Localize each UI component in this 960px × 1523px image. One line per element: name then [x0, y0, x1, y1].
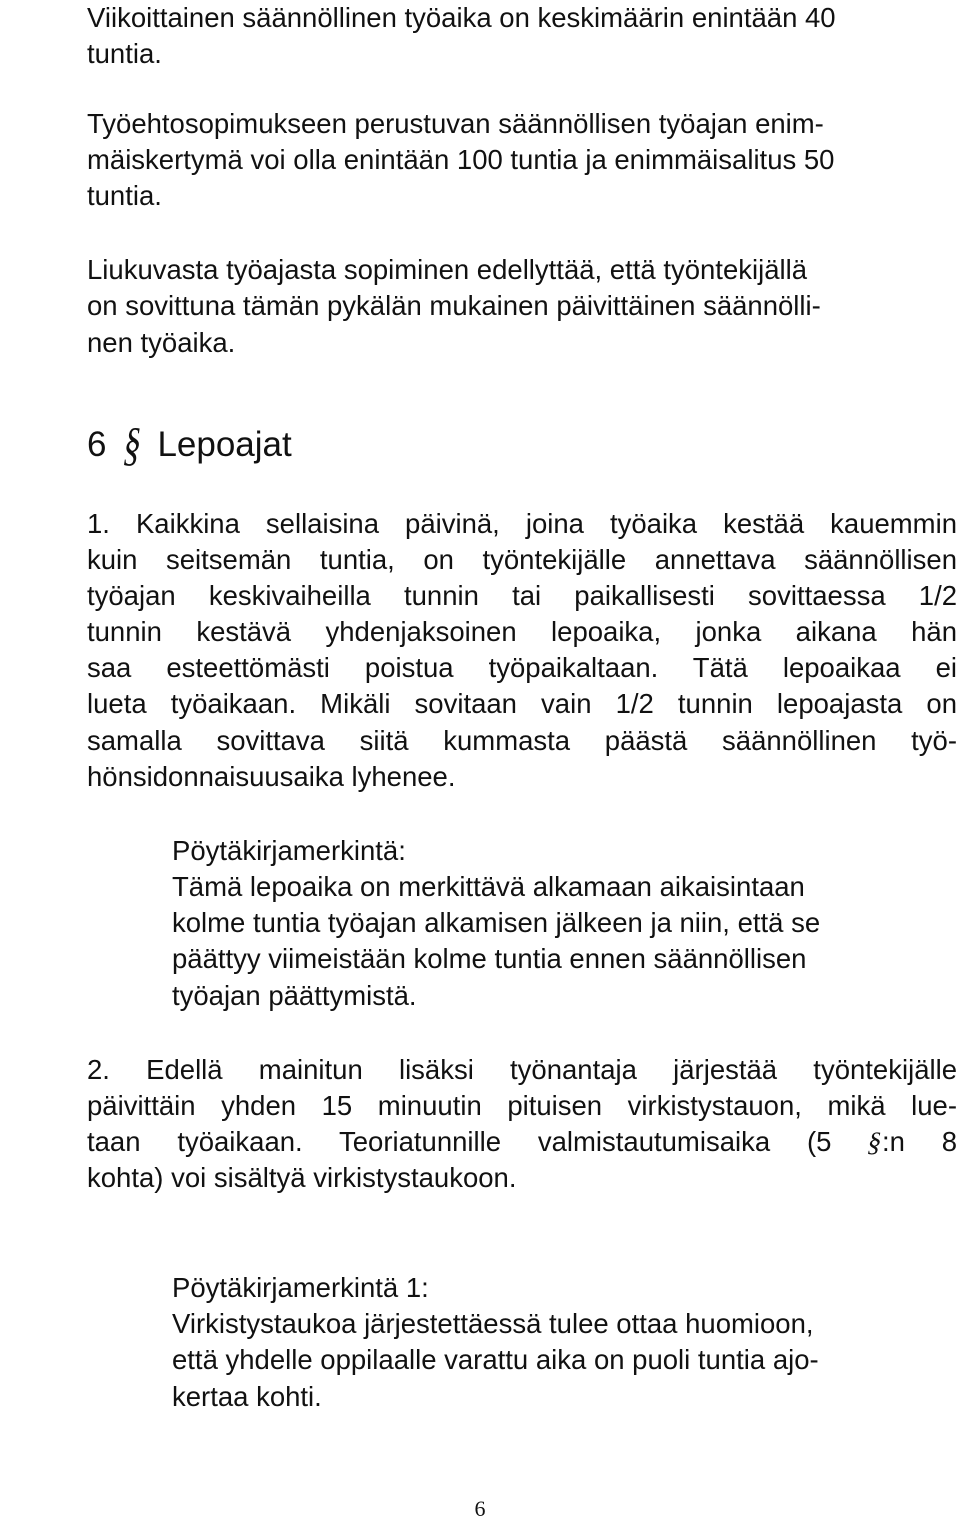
text-line: 1. Kaikkina sellaisina päivinä, joina työaika kestää kauemmin [87, 508, 957, 539]
section-heading [87, 420, 292, 470]
text-line: tuntia. [87, 38, 162, 69]
text-line: kuin seitsemän tuntia, on työntekijälle annettava säännöllisen [87, 544, 957, 575]
section-symbol: § [865, 1126, 886, 1157]
page-number: 6 [474, 1496, 486, 1521]
text-line: kertaa kohti. [172, 1381, 322, 1412]
text-line: kohta) voi sisältyä virkistystaukoon. [87, 1162, 517, 1193]
section-symbol: § [120, 418, 146, 471]
text-line: tuntia. [87, 180, 162, 211]
text-line: että yhdelle oppilaalle varattu aika on puoli tuntia ajo- [172, 1344, 819, 1375]
note-label: Pöytäkirjamerkintä: [172, 835, 406, 866]
text-line: kolme tuntia työajan alkamisen jälkeen ja niin, että se [172, 907, 821, 938]
text-line: samalla sovittava siitä kummasta päästä säännöllinen työ- [87, 725, 957, 756]
text-line: Virkistystaukoa järjestettäessä tulee ottaa huomioon, [172, 1308, 814, 1339]
text-line: hönsidonnaisuusaika lyhenee. [87, 761, 456, 792]
text-line: mäiskertymä voi olla enintään 100 tuntia ja enimmäisalitus 50 [87, 144, 835, 175]
text-line: työajan keskivaiheilla tunnin tai paikallisesti sovittaessa 1/2 [87, 580, 957, 611]
text-line: on sovittuna tämän pykälän mukainen päivittäinen säännölli- [87, 290, 821, 321]
note-label: Pöytäkirjamerkintä 1: [172, 1272, 429, 1303]
text-segment: :n 8 [881, 1126, 958, 1157]
text-segment: taan työaikaan. Teoriatunnille valmistautumisaika (5 [87, 1126, 869, 1157]
section-title: Lepoajat [157, 425, 292, 464]
text-line: nen työaika. [87, 327, 236, 358]
text-line: Työehtosopimukseen perustuvan säännöllisen työajan enim- [87, 108, 824, 139]
text-line: työajan päättymistä. [172, 980, 417, 1011]
section-number: 6 [87, 425, 107, 464]
text-line: tunnin kestävä yhdenjaksoinen lepoaika, jonka aikana hän [87, 616, 957, 647]
text-line: Tämä lepoaika on merkittävä alkamaan aikaisintaan [172, 871, 805, 902]
text-line: saa esteettömästi poistua työpaikaltaan. Tätä lepoaikaa ei [87, 652, 957, 683]
text-line: päättyy viimeistään kolme tuntia ennen säännöllisen [172, 943, 807, 974]
text-line [87, 1124, 957, 1160]
text-line: Liukuvasta työajasta sopiminen edellyttää, että työntekijällä [87, 254, 808, 285]
text-line: päivittäin yhden 15 minuutin pituisen virkistystauon, mikä lue- [87, 1090, 957, 1121]
text-line: 2. Edellä mainitun lisäksi työnantaja järjestää työntekijälle [87, 1054, 957, 1085]
text-line: lueta työaikaan. Mikäli sovitaan vain 1/2 tunnin lepoajasta on [87, 688, 957, 719]
text-line: Viikoittainen säännöllinen työaika on keskimäärin enintään 40 [87, 2, 836, 33]
